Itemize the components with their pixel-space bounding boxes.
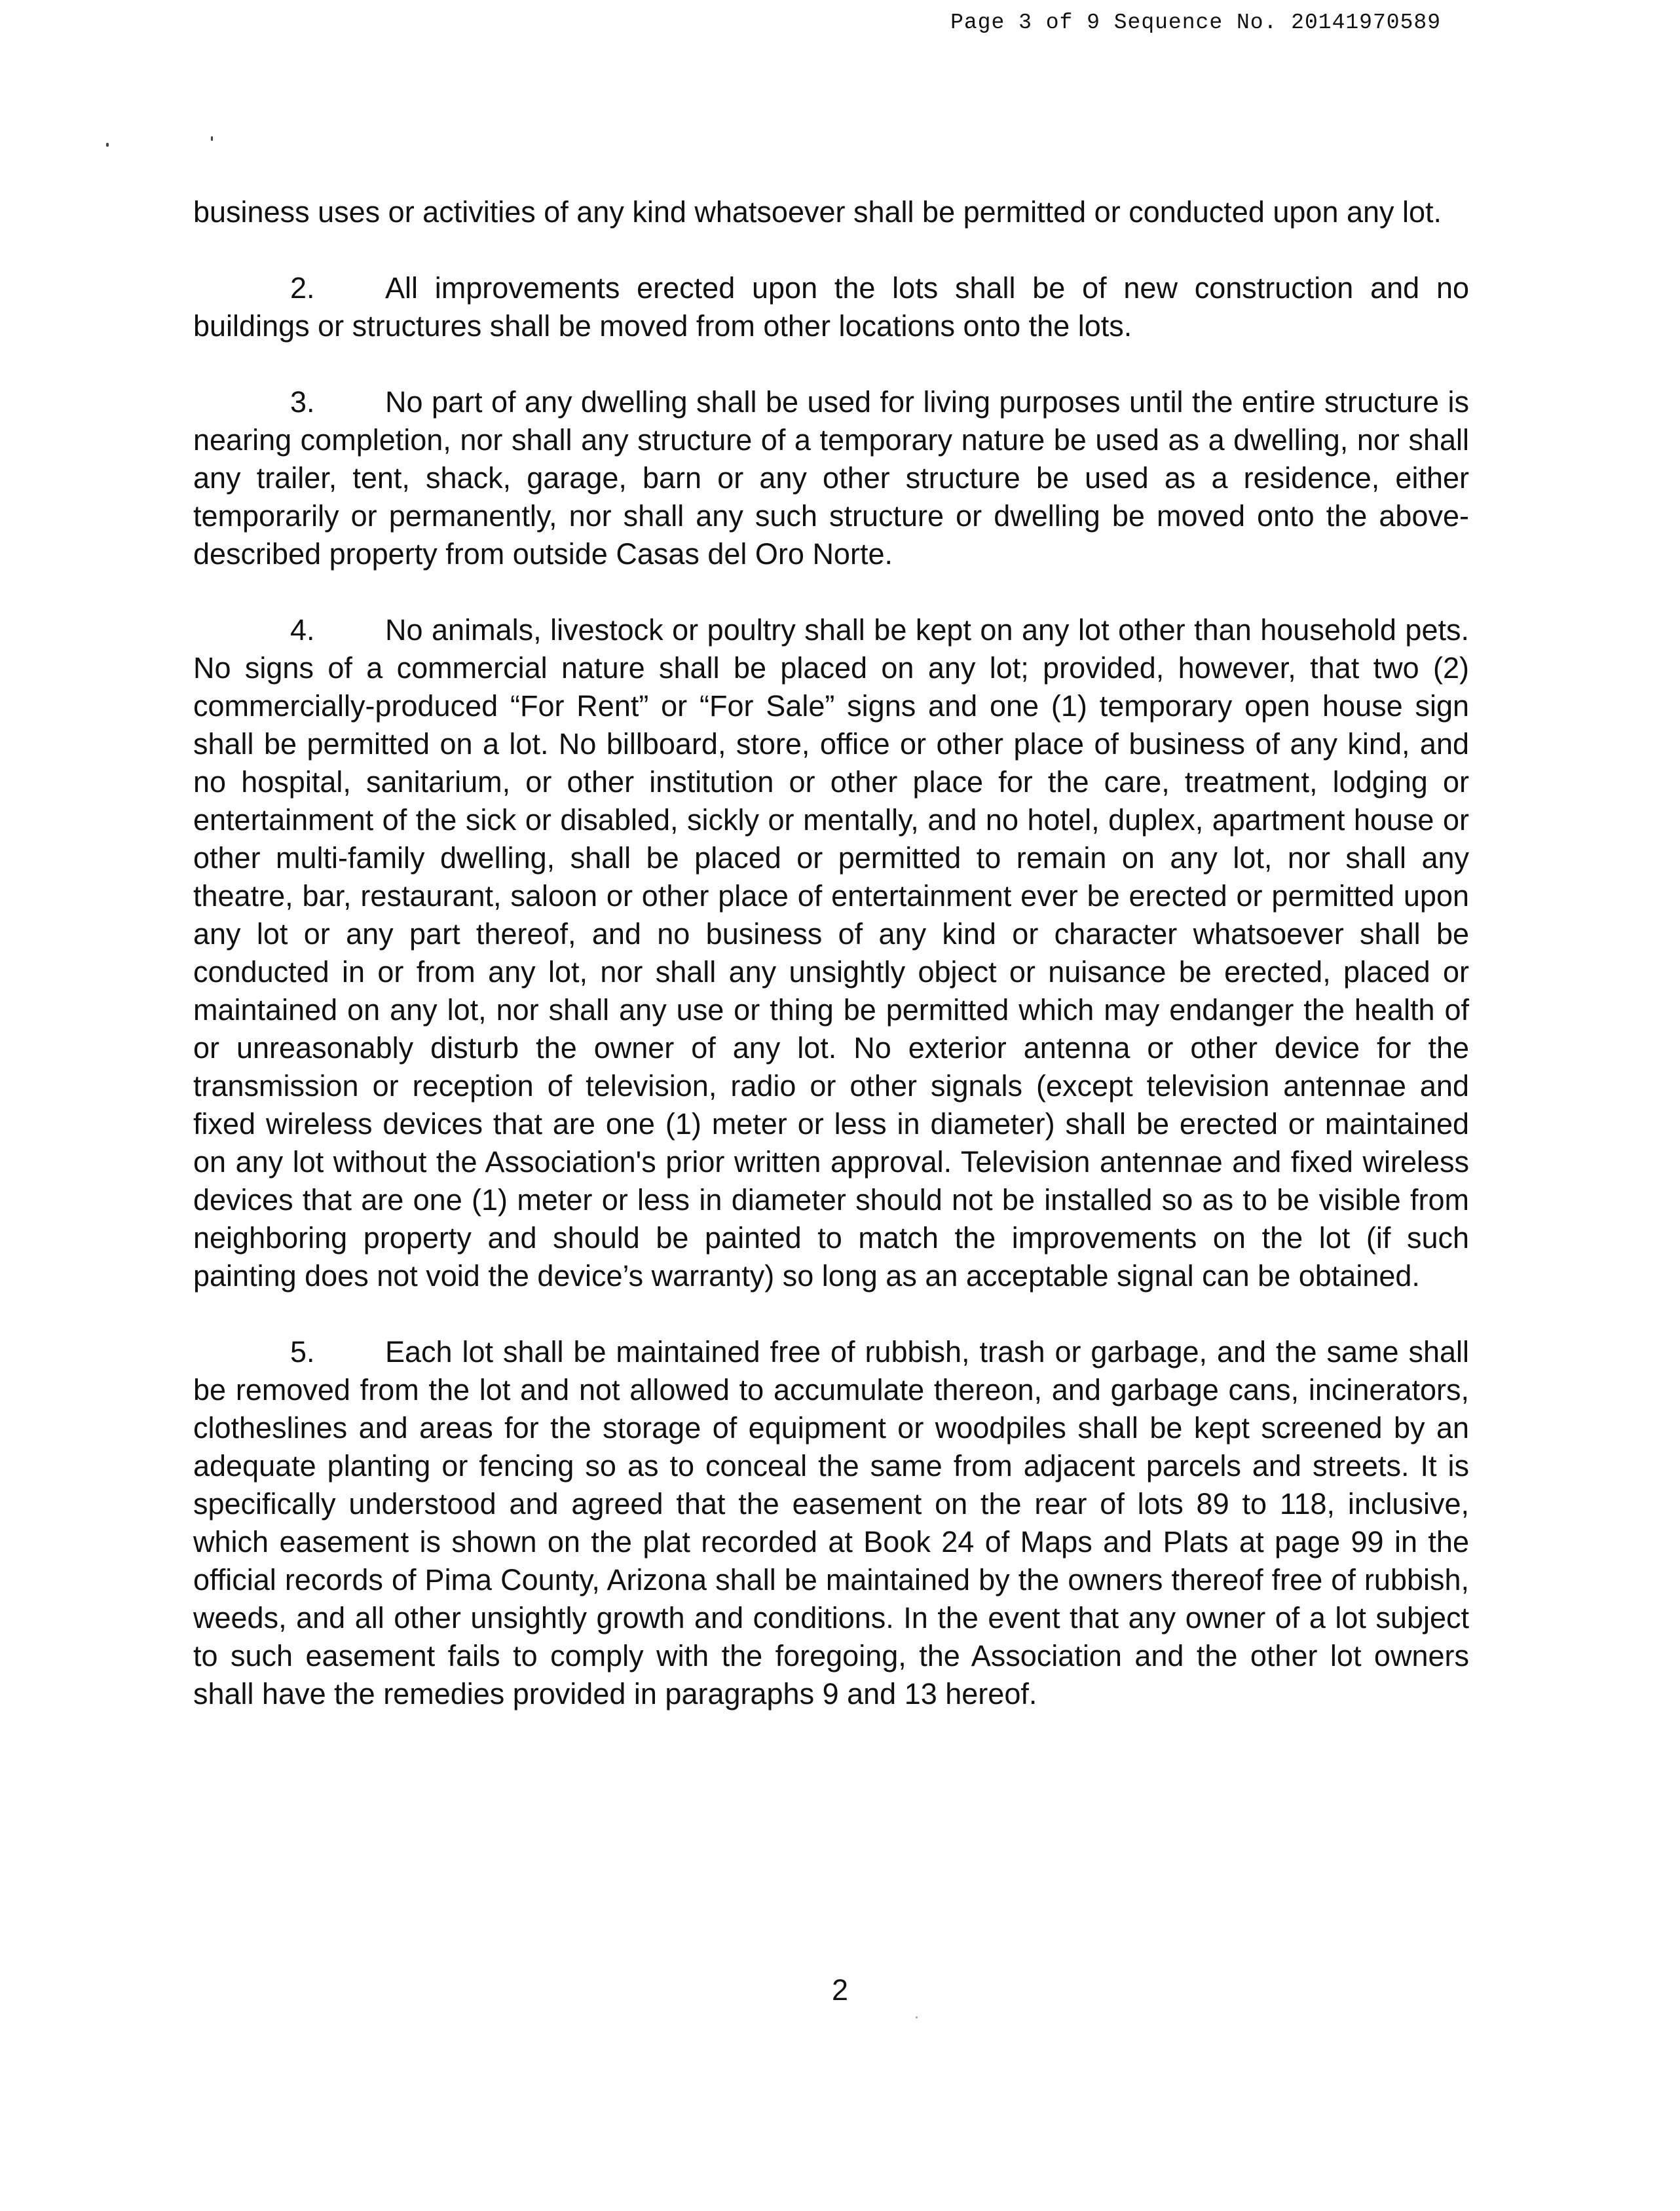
paragraph-number: 2. xyxy=(290,271,315,305)
document-body xyxy=(193,193,1469,1751)
paragraph-5 xyxy=(193,1333,1469,1713)
paragraph-number: 4. xyxy=(290,613,315,647)
page-number: 2 xyxy=(831,1973,849,2007)
paragraph-text: All improvements erected upon the lots shall be of new construction and no buildings or structures shall be moved from other locations onto the lots. xyxy=(193,271,1469,343)
paragraph-text: Each lot shall be maintained free of rubbish, trash or garbage, and the same shall be removed from the lot and not allowed to accumulate thereon, and garbage cans, incinerators, clotheslines and areas for the storage of equipment or woodpiles shall be kept screened by an adequate planting or fencing so as to conceal the same from adjacent parcels and streets. It is specifically understood and agreed that the easement on the rear of lots 89 to 118, inclusive, which easement is shown on the plat recorded at Book 24 of Maps and Plats at page 99 in the official records of Pima County, Arizona shall be maintained by the owners thereof free of rubbish, weeds, and all other unsightly growth and conditions. In the event that any owner of a lot subject to such easement fails to comply with the foregoing, the Association and the other lot owners shall have the remedies provided in paragraphs 9 and 13 hereof. xyxy=(193,1335,1469,1710)
page-sequence-header: Page 3 of 9 Sequence No. 20141970589 xyxy=(950,10,1441,35)
continuation-paragraph: business uses or activities of any kind whatsoever shall be permitted or conducted upon any lot. xyxy=(193,195,1442,229)
scan-speck xyxy=(916,2016,918,2018)
paragraph-4 xyxy=(193,611,1469,1295)
paragraph-3 xyxy=(193,383,1469,573)
paragraph-text: No animals, livestock or poultry shall be kept on any lot other than household pets. No signs of a commercial nature shall be placed on any lot; provided, however, that two (2) commercially-produced “For Rent” or “For Sale” signs and one (1) temporary open house sign shall be permitted on a lot. No billboard, store, office or other place of business of any kind, and no hospital, sanitarium, or other institution or other place for the care, treatment, lodging or entertainment of the sick or disabled, sickly or mentally, and no hotel, duplex, apartment house or other multi-family dwelling, shall be placed or permitted to remain on any lot, nor shall any theatre, bar, restaurant, saloon or other place of entertainment ever be erected or permitted upon any lot or any part thereof, and no business of any kind or character whatsoever shall be conducted in or from any lot, nor shall any unsightly object or nuisance be erected, placed or maintained on any lot, nor shall any use or thing be permitted which may endanger the health of or unreasonably disturb the owner of any lot. No exterior antenna or other device for the transmission or reception of television, radio or other signals (except television antennae and fixed wireless devices that are one (1) meter or less in diameter) shall be erected or maintained on any lot without the Association's prior written approval. Television antennae and fixed wireless devices that are one (1) meter or less in diameter should not be installed so as to be visible from neighboring property and should be painted to match the improvements on the lot (if such painting does not void the device’s warranty) so long as an acceptable signal can be obtained. xyxy=(193,613,1469,1293)
paragraph-text: No part of any dwelling shall be used for living purposes until the entire structure is nearing completion, nor shall any structure of a temporary nature be used as a dwelling, nor shall any trailer, tent, shack, garage, barn or any other structure be used as a residence, either temporarily or permanently, nor shall any such structure or dwelling be moved onto the above-described property from outside Casas del Oro Norte. xyxy=(193,385,1469,571)
scan-speck xyxy=(211,136,213,141)
paragraph-number: 5. xyxy=(290,1335,315,1369)
paragraph-number: 3. xyxy=(290,385,315,419)
paragraph-2 xyxy=(193,269,1469,345)
scan-speck xyxy=(106,143,109,147)
